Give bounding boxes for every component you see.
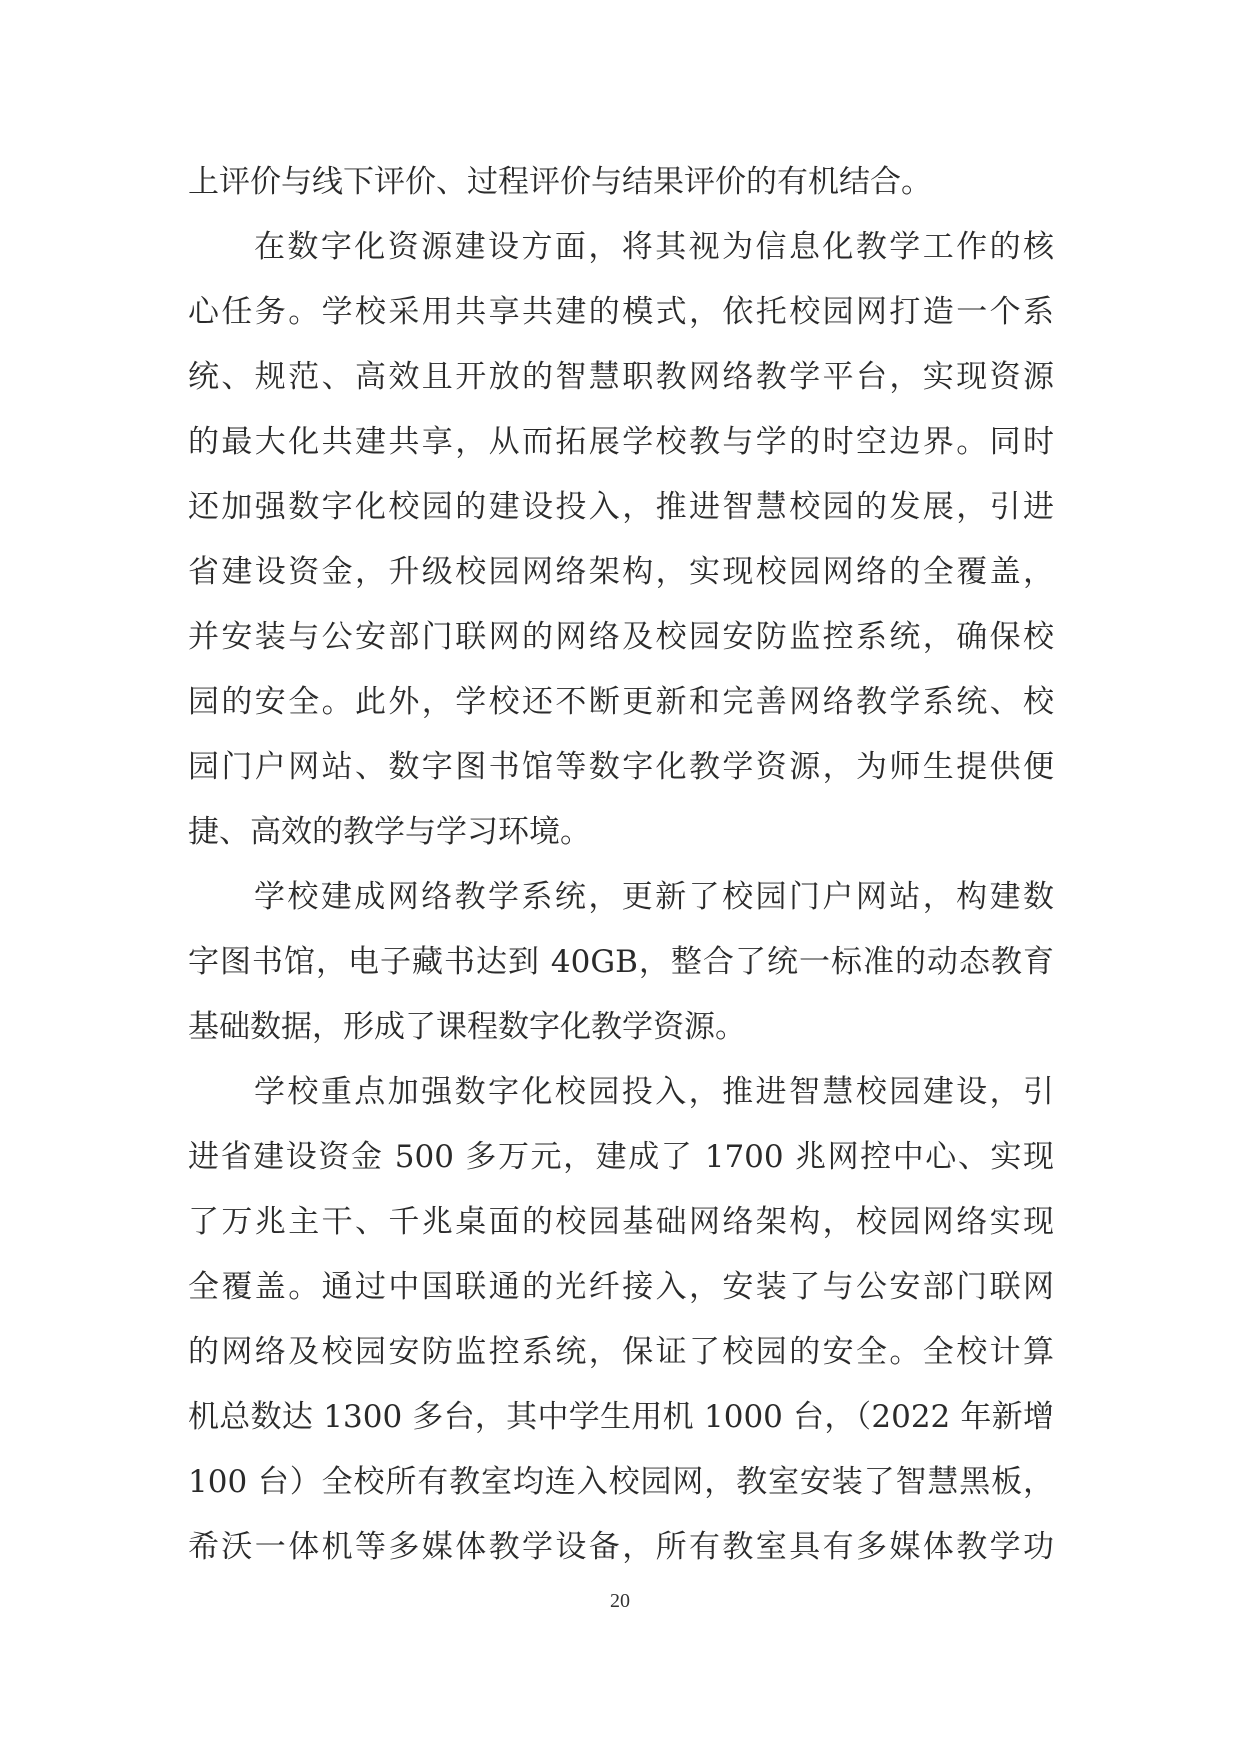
text-line: 进省建设资金 500 多万元，建成了 1700 兆网控中心、实现 bbox=[188, 1139, 1054, 1175]
text-line: 基础数据，形成了课程数字化教学资源。 bbox=[188, 1009, 746, 1045]
text-line: 的网络及校园安防监控系统，保证了校园的安全。全校计算 bbox=[188, 1334, 1054, 1370]
text-line: 机总数达 1300 多台，其中学生用机 1000 台，（2022 年新增 bbox=[188, 1399, 1054, 1435]
text-line: 的最大化共建共享，从而拓展学校教与学的时空边界。同时 bbox=[188, 424, 1054, 460]
text-line: 省建设资金，升级校园网络架构，实现校园网络的全覆盖， bbox=[188, 554, 1054, 590]
text-line: 在数字化资源建设方面，将其视为信息化教学工作的核 bbox=[254, 229, 1054, 265]
text-line: 100 台）全校所有教室均连入校园网，教室安装了智慧黑板， bbox=[188, 1464, 1054, 1500]
text-line: 心任务。学校采用共享共建的模式，依托校园网打造一个系 bbox=[188, 294, 1054, 330]
text-line: 学校建成网络教学系统，更新了校园门户网站，构建数 bbox=[254, 879, 1054, 915]
text-line: 还加强数字化校园的建设投入，推进智慧校园的发展，引进 bbox=[188, 489, 1054, 525]
text-line: 了万兆主干、千兆桌面的校园基础网络架构，校园网络实现 bbox=[188, 1204, 1054, 1240]
text-line: 字图书馆，电子藏书达到 40GB，整合了统一标准的动态教育 bbox=[188, 944, 1054, 980]
text-line: 希沃一体机等多媒体教学设备，所有教室具有多媒体教学功 bbox=[188, 1529, 1054, 1565]
text-line: 全覆盖。通过中国联通的光纤接入，安装了与公安部门联网 bbox=[188, 1269, 1054, 1305]
text-line: 上评价与线下评价、过程评价与结果评价的有机结合。 bbox=[188, 164, 932, 200]
text-line: 捷、高效的教学与学习环境。 bbox=[188, 814, 591, 850]
text-line: 园的安全。此外，学校还不断更新和完善网络教学系统、校 bbox=[188, 684, 1054, 720]
text-line: 园门户网站、数字图书馆等数字化教学资源，为师生提供便 bbox=[188, 749, 1054, 785]
text-line: 统、规范、高效且开放的智慧职教网络教学平台，实现资源 bbox=[188, 359, 1054, 395]
text-line: 学校重点加强数字化校园投入，推进智慧校园建设，引 bbox=[254, 1074, 1054, 1110]
page-number: 20 bbox=[610, 1590, 630, 1612]
text-line: 并安装与公安部门联网的网络及校园安防监控系统，确保校 bbox=[188, 619, 1054, 655]
